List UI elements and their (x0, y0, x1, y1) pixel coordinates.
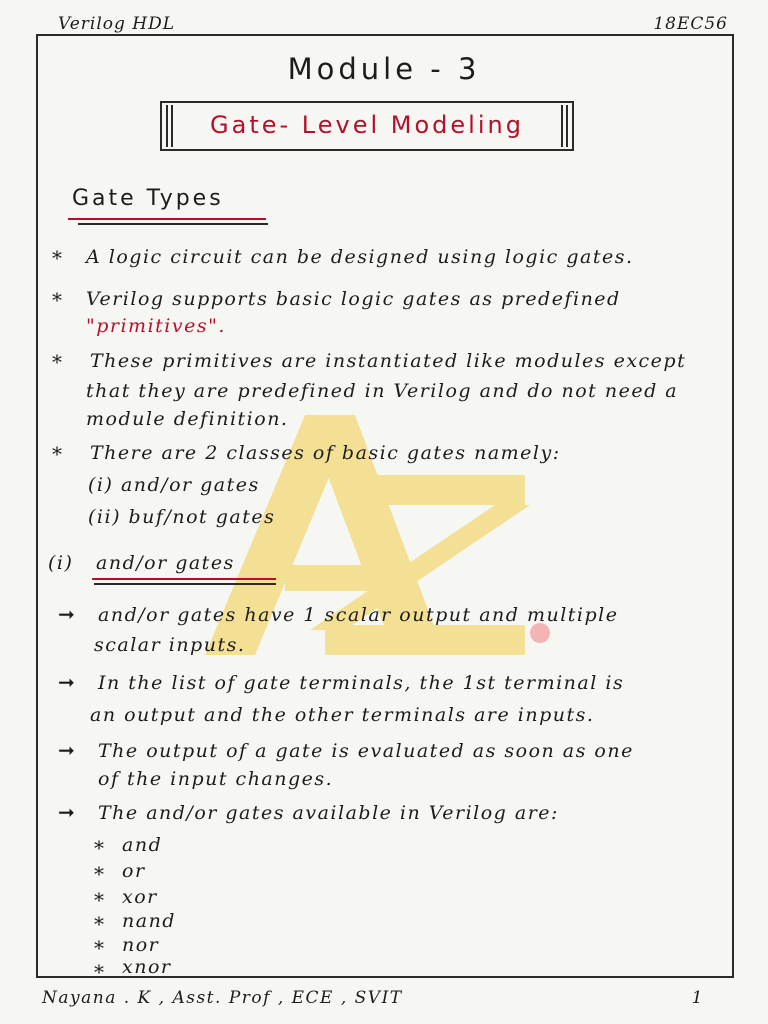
gate-types-heading: Gate Types (72, 186, 224, 211)
gate-list-item: xnor (122, 956, 172, 978)
bullet-text: There are 2 classes of basic gates namely: (90, 442, 561, 464)
module-title: Module - 3 (287, 52, 481, 86)
point-text: In the list of gate terminals, the 1st terminal is (98, 672, 625, 694)
bullet-text-primitives: "primitives". (86, 315, 226, 337)
arrow-right-icon: ➞ (58, 602, 75, 626)
gate-list-item: or (122, 860, 146, 882)
and-or-heading: and/or gates (96, 552, 235, 574)
asterisk-icon: * (52, 246, 62, 270)
point-text: and/or gates have 1 scalar output and multiple (98, 604, 619, 626)
asterisk-icon: * (94, 836, 104, 860)
point-text: an output and the other terminals are inputs. (90, 704, 595, 726)
asterisk-icon: * (52, 442, 62, 466)
point-text: of the input changes. (98, 768, 334, 790)
gate-list-item: nand (122, 910, 176, 932)
heading-underline (78, 223, 268, 225)
header-subject: Verilog HDL (58, 14, 176, 34)
bullet-text: Verilog supports basic logic gates as predefined (86, 288, 621, 310)
arrow-right-icon: ➞ (58, 738, 75, 762)
asterisk-icon: * (94, 960, 104, 984)
point-text: The and/or gates available in Verilog are: (98, 802, 559, 824)
page-number: 1 (691, 988, 704, 1008)
asterisk-icon: * (52, 288, 62, 312)
gate-list-item: xor (122, 886, 158, 908)
subtitle: Gate- Level Modeling (210, 111, 524, 139)
asterisk-icon: * (94, 912, 104, 936)
footer-author: Nayana . K , Asst. Prof , ECE , SVIT (42, 988, 403, 1008)
bullet-text: These primitives are instantiated like modules except (90, 350, 687, 372)
header-code: 18EC56 (653, 14, 728, 34)
subtitle-box (160, 101, 574, 151)
heading-underline (94, 583, 276, 585)
bullet-text: that they are predefined in Verilog and do not need a (86, 380, 679, 402)
asterisk-icon: * (94, 936, 104, 960)
point-text: The output of a gate is evaluated as soon as one (98, 740, 634, 762)
arrow-right-icon: ➞ (58, 670, 75, 694)
section-prefix: (i) (48, 552, 74, 574)
asterisk-icon: * (52, 350, 62, 374)
gate-list-item: nor (122, 934, 160, 956)
gate-class-item: (i) and/or gates (88, 474, 260, 496)
heading-underline (92, 578, 276, 580)
gate-list-item: and (122, 834, 163, 856)
asterisk-icon: * (94, 862, 104, 886)
asterisk-icon: * (94, 888, 104, 912)
point-text: scalar inputs. (94, 634, 246, 656)
bullet-text: A logic circuit can be designed using logic gates. (86, 246, 634, 268)
gate-class-item: (ii) buf/not gates (88, 506, 276, 528)
heading-underline (68, 218, 266, 220)
bullet-text: module definition. (86, 408, 289, 430)
arrow-right-icon: ➞ (58, 800, 75, 824)
